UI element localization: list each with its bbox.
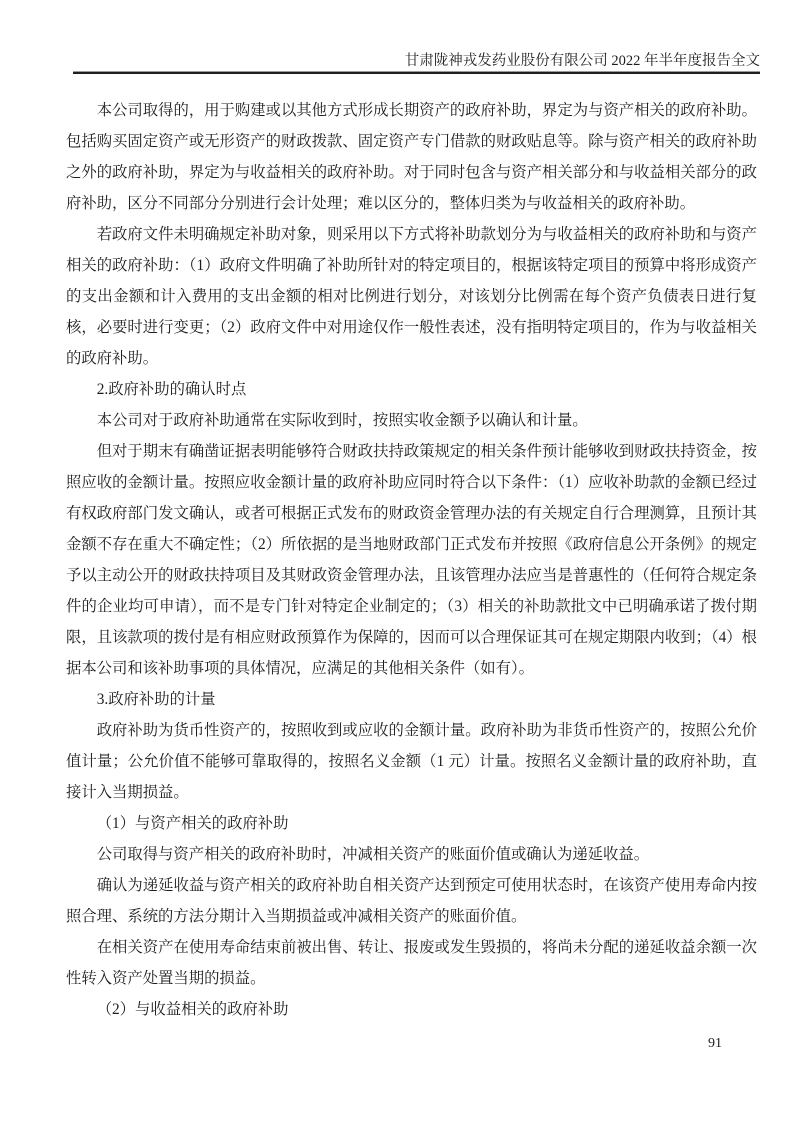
paragraph: 但对于期末有确凿证据表明能够符合财政扶持政策规定的相关条件预计能够收到财政扶持资金，按照应收的金额计量。按照应收金额计量的政府补助应同时符合以下条件：（1）应收补助款的金额已经过有权政府部门发文确认，或者可根据正式发布的财政资金管理办法的有关规定自行合理测算，且预计其金额不存在重大不确定性；（2）所依据的是当地财政部门正式发布并按照《政府信息公开条例》的规定予以主动公开的财政扶持项目及其财政资金管理办法，且该管理办法应当是普惠性的（任何符合规定条件的企业均可申请），而不是专门针对特定企业制定的；（3）相关的补助款批文中已明确承诺了拨付期限，且该款项的拨付是有相应财政预算作为保障的，因而可以合理保证其可在规定期限内收到；（4）根据本公司和该补助事项的具体情况，应满足的其他相关条件（如有）。 bbox=[66, 443, 757, 677]
subsection-heading: （1）与资产相关的政府补助 bbox=[96, 815, 289, 832]
paragraph: 公司取得与资产相关的政府补助时，冲减相关资产的账面价值或确认为递延收益。 bbox=[96, 846, 650, 863]
paragraph: 确认为递延收益与资产相关的政府补助自相关资产达到预定可使用状态时，在该资产使用寿命内按照合理、系统的方法分期计入当期损益或冲减相关资产的账面价值。 bbox=[66, 877, 757, 925]
paragraph: 本公司取得的，用于购建或以其他方式形成长期资产的政府补助，界定为与资产相关的政府补助。包括购买固定资产或无形资产的财政拨款、固定资产专门借款的财政贴息等。除与资产相关的政府补助之外的政府补助，界定为与收益相关的政府补助。对于同时包含与资产相关部分和与收益相关部分的政府补助，区分不同部分分别进行会计处理；难以区分的，整体归类为与收益相关的政府补助。 bbox=[66, 102, 757, 212]
paragraph: 若政府文件未明确规定补助对象，则采用以下方式将补助款划分为与收益相关的政府补助和与资产相关的政府补助：（1）政府文件明确了补助所针对的特定项目的，根据该特定项目的预算中将形成资产的支出金额和计入费用的支出金额的相对比例进行划分，对该划分比例需在每个资产负债表日进行复核，必要时进行变更；（2）政府文件中对用途仅作一般性表述，没有指明特定项目的，作为与收益相关的政府补助。 bbox=[66, 226, 757, 367]
header-rule-dark-line bbox=[73, 72, 760, 74]
section-heading: 3.政府补助的计量 bbox=[96, 691, 216, 708]
header-rule bbox=[73, 71, 760, 74]
paragraph: 在相关资产在使用寿命结束前被出售、转让、报废或发生毁损的，将尚未分配的递延收益余额一次性转入资产处置当期的损益。 bbox=[66, 939, 757, 987]
page-header-title: 甘肃陇神戎发药业股份有限公司 2022 年半年度报告全文 bbox=[404, 53, 760, 69]
page-number: 91 bbox=[708, 1036, 722, 1051]
document-body bbox=[66, 95, 757, 1025]
section-heading: 2.政府补助的确认时点 bbox=[96, 381, 247, 398]
paragraph: 政府补助为货币性资产的，按照收到或应收的金额计量。政府补助为非货币性资产的，按照公允价值计量；公允价值不能够可靠取得的，按照名义金额（1 元）计量。按照名义金额计量的政府补助，直接计入当期损益。 bbox=[66, 722, 757, 801]
paragraph: 本公司对于政府补助通常在实际收到时，按照实收金额予以确认和计量。 bbox=[96, 412, 588, 429]
subsection-heading: （2）与收益相关的政府补助 bbox=[96, 1001, 289, 1018]
